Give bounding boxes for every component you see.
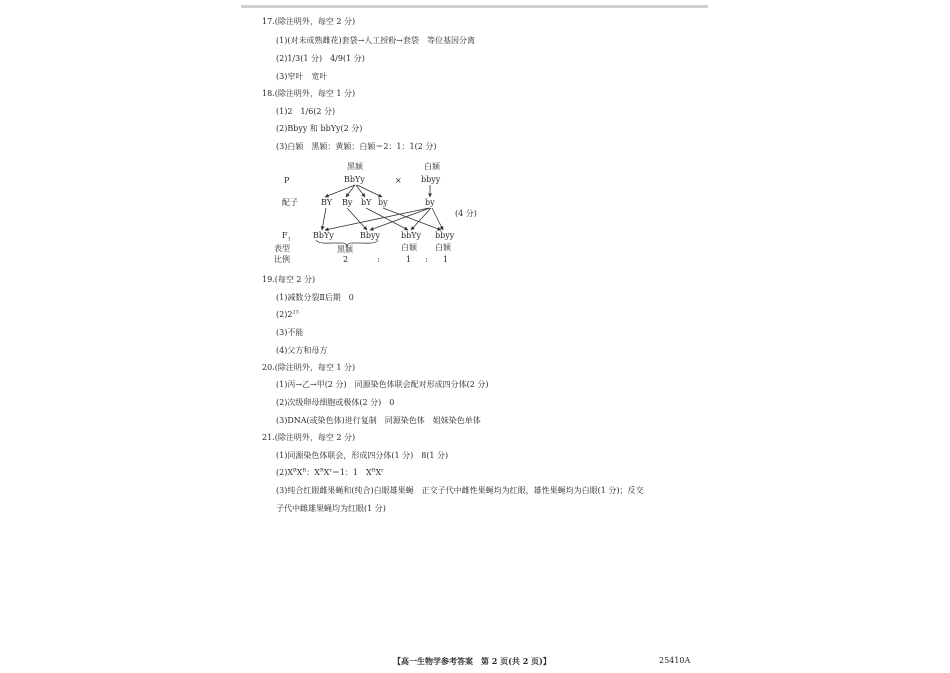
q20-answer-3: (3)DNA(或染色体)进行复制 同源染色体 姐妹染色单体	[276, 416, 481, 425]
q17-heading: 17.(除注明外，每空 2 分)	[262, 17, 356, 26]
offspring-phenotype-white-1: 白颖	[401, 243, 417, 252]
arrow-pg-f1	[325, 208, 429, 230]
q21-answer-2: $(2)X^RX^R$：$X^RX^r=1$：1 $X^RX^r$	[276, 467, 384, 477]
parent1-genotype: BbYy	[344, 175, 365, 184]
q17-answer-3: (3)窄叶 宽叶	[276, 72, 328, 81]
q20-heading: 20.(除注明外，每空 1 分)	[262, 363, 356, 372]
q18-answer-2: (2)Bbyy 和 bbYy(2 分)	[276, 124, 363, 133]
row-label-phenotype: 表型	[274, 244, 290, 253]
gamete-parent2: by	[425, 198, 435, 207]
gamete-1: BY	[321, 198, 333, 207]
q19-answer-1: (1)减数分裂Ⅱ后期 0	[276, 293, 354, 302]
gamete-3: bY	[361, 198, 372, 207]
parent2-phenotype: 白颖	[424, 162, 440, 171]
q21-heading: 21.(除注明外，每空 2 分)	[262, 433, 356, 442]
offspring-phenotype-white-2: 白颖	[435, 243, 451, 252]
gamete-2: By	[342, 198, 353, 207]
q19-heading: 19.(每空 2 分)	[262, 275, 316, 284]
row-label-p: P	[284, 176, 290, 185]
q17-answer-1: (1)(对未成熟雌花)套袋→人工授粉→套袋 等位基因分离	[276, 36, 475, 45]
gamete-4: by	[378, 198, 388, 207]
offspring-phenotype-black: 黑颖	[337, 245, 353, 254]
q21-answer-1: (1)同源染色体联会，形成四分体(1 分) 8(1 分)	[276, 451, 449, 460]
ratio-value-1: 2	[343, 255, 349, 264]
offspring-3: bbYy	[401, 231, 422, 240]
row-label-f1: $F_1$	[282, 231, 291, 243]
arrow-g1-f1	[322, 208, 326, 230]
q20-answer-1: (1)丙→乙→甲(2 分) 同源染色体联会配对形成四分体(2 分)	[276, 380, 489, 389]
ratio-value-3: 1	[443, 255, 449, 264]
q18-answer-3: (3)白颖 黑颖：黄颖：白颖＝2：1：1(2 分)	[276, 142, 437, 151]
offspring-4: bbyy	[435, 231, 455, 240]
q19-answer-2: $(2)2^{23}$	[276, 309, 299, 319]
arrow-pg-f4	[432, 208, 443, 230]
arrow-g3-f3	[366, 208, 408, 230]
offspring-2: Bbyy	[360, 231, 381, 240]
q19-answer-3: (3)不能	[276, 328, 304, 337]
ratio-colon-1: :	[377, 255, 380, 264]
row-label-gamete: 配子	[282, 198, 298, 207]
q19-answer-4: (4)父方和母方	[276, 346, 328, 355]
ratio-value-2: 1	[406, 255, 412, 264]
arrow-g2-f2	[347, 208, 367, 230]
cross-symbol: ×	[395, 176, 402, 185]
q21-answer-3-line-2: 子代中雌雄果蝇均为红眼(1 分)	[276, 504, 386, 513]
q17-answer-2: (2)1/3(1 分) 4/9(1 分)	[276, 54, 365, 63]
ratio-colon-2: :	[425, 255, 428, 264]
footer-code: 25410A	[659, 656, 691, 665]
offspring-1: BbYy	[313, 231, 334, 240]
footer-title: 【高一生物学参考答案 第 2 页(共 2 页)】	[393, 656, 551, 666]
diagram-score: (4 分)	[455, 209, 477, 218]
parent2-genotype: bbyy	[421, 175, 441, 184]
black-phenotype-brace	[316, 240, 378, 246]
row-label-ratio: 比例	[274, 255, 290, 264]
q21-answer-3-line-1: (3)纯合红眼雌果蝇和(纯合)白眼雄果蝇 正交子代中雌性果蝇均为红眼，雄性果蝇均为白眼(1 分)；反交	[276, 486, 644, 495]
q20-answer-2: (2)次级卵母细胞或极体(2 分) 0	[276, 398, 395, 407]
q18-answer-1: (1)2 1/6(2 分)	[276, 107, 336, 116]
parent1-phenotype: 黑颖	[347, 162, 363, 171]
q18-heading: 18.(除注明外，每空 1 分)	[262, 89, 356, 98]
